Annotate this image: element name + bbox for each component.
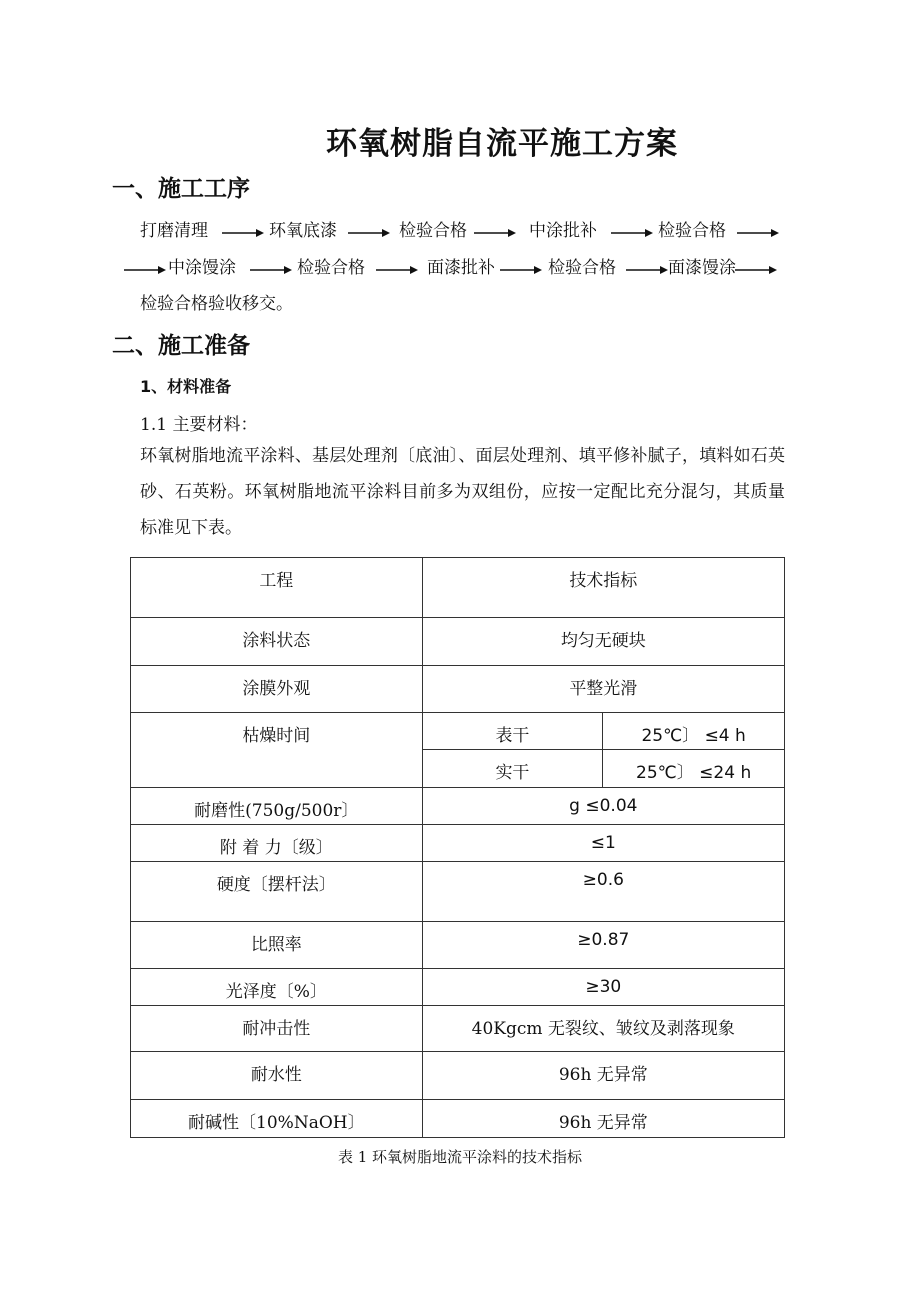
table-cell: 耐水性 bbox=[131, 1052, 423, 1100]
flow-step: 检验合格 bbox=[658, 221, 726, 241]
table-cell: 表干 bbox=[422, 713, 603, 750]
flow-step: 面漆批补 bbox=[427, 258, 495, 278]
flow-step: 中涂批补 bbox=[529, 221, 597, 241]
subsection-heading: 1、材料准备 bbox=[140, 377, 232, 396]
flow-step: 检验合格 bbox=[399, 221, 467, 241]
flow-step: 环氧底漆 bbox=[269, 221, 337, 241]
section-heading-preparation: 二、施工准备 bbox=[112, 333, 250, 359]
flow-step: 打磨清理 bbox=[140, 221, 208, 241]
table-cell: ≤1 bbox=[422, 825, 784, 862]
flow-step: 检验合格 bbox=[297, 258, 365, 278]
table-header-cell: 工程 bbox=[131, 558, 423, 618]
flow-arrow-icon bbox=[500, 265, 542, 275]
table-cell: 涂膜外观 bbox=[131, 666, 423, 713]
table-cell: 光泽度〔%〕 bbox=[131, 969, 423, 1006]
table-cell: 96h 无异常 bbox=[422, 1100, 784, 1138]
table-cell: 耐碱性〔10%NaOH〕 bbox=[131, 1100, 423, 1138]
table-row bbox=[131, 666, 785, 713]
table-header-row bbox=[131, 558, 785, 618]
table-cell: 96h 无异常 bbox=[422, 1052, 784, 1100]
table-row bbox=[131, 1100, 785, 1138]
flow-step: 检验合格 bbox=[548, 258, 616, 278]
subsection-label: 1.1 主要材料： bbox=[140, 415, 258, 435]
section-heading-process: 一、施工工序 bbox=[112, 176, 250, 202]
table-row bbox=[131, 618, 785, 666]
table-row bbox=[131, 1052, 785, 1100]
flow-arrow-icon bbox=[626, 265, 668, 275]
spec-table bbox=[130, 557, 785, 1138]
table-cell: 附 着 力〔级〕 bbox=[131, 825, 423, 862]
table-row bbox=[131, 922, 785, 969]
table-caption: 表 1 环氧树脂地流平涂料的技术指标 bbox=[337, 1148, 583, 1166]
flow-arrow-icon bbox=[474, 228, 516, 238]
flow-arrow-icon bbox=[124, 265, 166, 275]
table-row bbox=[131, 713, 785, 750]
table-row bbox=[131, 969, 785, 1006]
table-cell: 均匀无硬块 bbox=[422, 618, 784, 666]
table-row bbox=[131, 1006, 785, 1052]
flow-step: 面漆馒涂 bbox=[668, 258, 736, 278]
table-cell: 硬度〔摆杆法〕 bbox=[131, 862, 423, 922]
table-cell: 平整光滑 bbox=[422, 666, 784, 713]
table-cell: ≥0.6 bbox=[422, 862, 784, 922]
table-cell: 40Kgcm 无裂纹、皱纹及剥落现象 bbox=[422, 1006, 784, 1052]
table-header-cell: 技术指标 bbox=[422, 558, 784, 618]
flow-arrow-icon bbox=[735, 265, 777, 275]
table-row bbox=[131, 862, 785, 922]
flow-arrow-icon bbox=[222, 228, 264, 238]
flow-arrow-icon bbox=[348, 228, 390, 238]
document-title: 环氧树脂自流平施工方案 bbox=[326, 126, 678, 162]
flow-arrow-icon bbox=[611, 228, 653, 238]
table-cell: ≥0.87 bbox=[422, 922, 784, 969]
flow-end: 检验合格验收移交。 bbox=[140, 294, 293, 314]
materials-paragraph: 环氧树脂地流平涂料、基层处理剂〔底油〕、面层处理剂、填平修补腻子，填料如石英砂、石英粉。环氧树脂地流平涂料目前多为双组份，应按一定配比充分混匀，其质量标准见下表。 bbox=[140, 446, 785, 538]
table-cell: ≥30 bbox=[422, 969, 784, 1006]
table-cell: 耐磨性(750g/500r〕 bbox=[131, 788, 423, 825]
table-cell: g ≤0.04 bbox=[422, 788, 784, 825]
table-cell: 涂料状态 bbox=[131, 618, 423, 666]
table-cell: 25℃〕 ≤24 h bbox=[603, 750, 785, 788]
table-cell: 耐冲击性 bbox=[131, 1006, 423, 1052]
table-row bbox=[131, 825, 785, 862]
flow-arrow-icon bbox=[376, 265, 418, 275]
flow-arrow-icon bbox=[250, 265, 292, 275]
table-cell: 比照率 bbox=[131, 922, 423, 969]
table-cell: 实干 bbox=[422, 750, 603, 788]
table-row bbox=[131, 788, 785, 825]
table-cell: 25℃〕 ≤4 h bbox=[603, 713, 785, 750]
flow-arrow-icon bbox=[737, 228, 779, 238]
table-cell: 枯燥时间 bbox=[131, 713, 423, 788]
flow-step: 中涂馒涂 bbox=[168, 258, 236, 278]
